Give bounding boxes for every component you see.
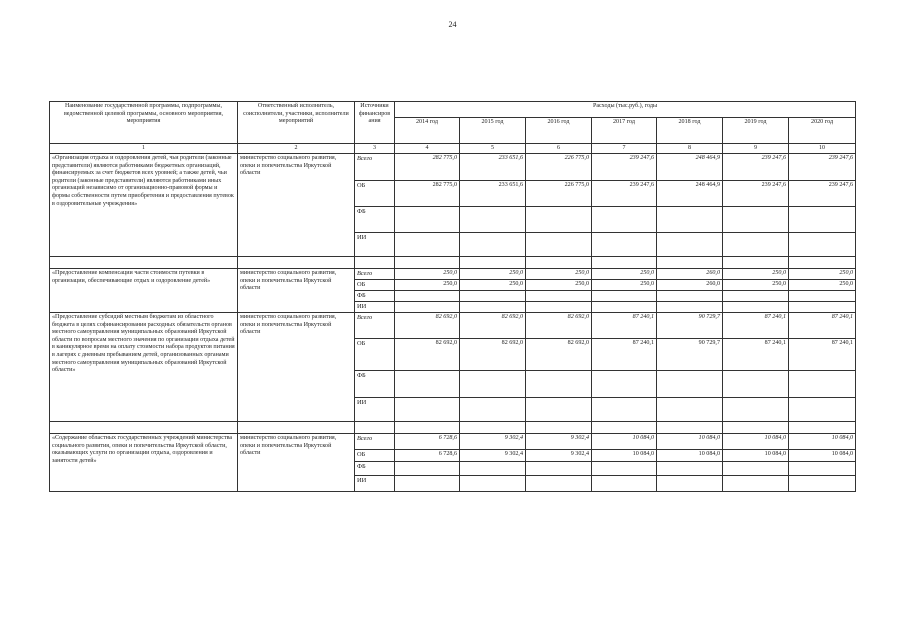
activity-executor: министерство социального развития, опеки и попечительства Иркутской области bbox=[238, 434, 355, 492]
value-cell: 87 240,1 bbox=[723, 339, 789, 371]
source-total: Всего bbox=[355, 313, 395, 339]
value-cell bbox=[460, 302, 526, 313]
value-cell bbox=[657, 462, 723, 476]
value-cell bbox=[526, 371, 592, 398]
source-fb: ФБ bbox=[355, 462, 395, 476]
value-cell: 10 084,0 bbox=[592, 434, 657, 450]
value-cell: 6 728,6 bbox=[395, 434, 460, 450]
value-cell bbox=[395, 291, 460, 302]
value-cell: 9 302,4 bbox=[460, 450, 526, 462]
value-cell: 6 728,6 bbox=[395, 450, 460, 462]
value-cell: 248 464,9 bbox=[657, 181, 723, 207]
value-cell: 87 240,1 bbox=[592, 339, 657, 371]
value-cell bbox=[526, 233, 592, 257]
value-cell: 250,0 bbox=[789, 280, 856, 291]
value-cell: 10 084,0 bbox=[789, 450, 856, 462]
value-cell: 250,0 bbox=[395, 280, 460, 291]
value-cell bbox=[723, 302, 789, 313]
activity-executor: министерство социального развития, опеки и попечительства Иркутской области bbox=[238, 154, 355, 257]
value-cell bbox=[460, 291, 526, 302]
value-cell bbox=[657, 302, 723, 313]
source-total: Всего bbox=[355, 434, 395, 450]
value-cell bbox=[460, 476, 526, 492]
value-cell: 239 247,6 bbox=[592, 154, 657, 181]
header-year: 2015 год bbox=[460, 118, 526, 144]
value-cell bbox=[592, 207, 657, 233]
activity-executor: министерство социального развития, опеки и попечительства Иркутской области bbox=[238, 313, 355, 422]
value-cell bbox=[657, 398, 723, 422]
value-cell bbox=[592, 398, 657, 422]
value-cell bbox=[723, 462, 789, 476]
value-cell: 250,0 bbox=[723, 269, 789, 280]
header-source: Источники финансиров ания bbox=[355, 102, 395, 144]
budget-table bbox=[49, 101, 856, 492]
source-ii: ИИ bbox=[355, 398, 395, 422]
page-number: 24 bbox=[448, 20, 457, 29]
header-year: 2014 год bbox=[395, 118, 460, 144]
value-cell: 260,0 bbox=[657, 269, 723, 280]
value-cell: 250,0 bbox=[526, 269, 592, 280]
value-cell bbox=[592, 302, 657, 313]
value-cell: 82 692,0 bbox=[460, 313, 526, 339]
activity-name: «Организация отдыха и оздоровления детей, чьи родители (законные представители) являются работниками бюджетных организаций, финансируемых за счет бюджетов всех уровней; а также детей, чьи родители (законные представители) являются работниками иных организаций независимо от организационно-правовой формы и формы собственности путем приобретения и предоставления путевок в оздоровительные учреждения» bbox=[50, 154, 238, 257]
value-cell: 9 302,4 bbox=[526, 434, 592, 450]
value-cell bbox=[789, 291, 856, 302]
value-cell: 239 247,6 bbox=[789, 154, 856, 181]
column-index: 9 bbox=[723, 144, 789, 154]
value-cell bbox=[460, 462, 526, 476]
value-cell bbox=[526, 476, 592, 492]
activity-name: «Предоставление компенсации части стоимости путевки в организации, обеспечивающие отдых и оздоровление детей» bbox=[50, 269, 238, 313]
value-cell: 9 302,4 bbox=[460, 434, 526, 450]
value-cell: 239 247,6 bbox=[723, 181, 789, 207]
header-year: 2016 год bbox=[526, 118, 592, 144]
column-index: 7 bbox=[592, 144, 657, 154]
value-cell bbox=[460, 233, 526, 257]
value-cell bbox=[723, 291, 789, 302]
value-cell: 10 084,0 bbox=[592, 450, 657, 462]
column-index: 10 bbox=[789, 144, 856, 154]
block-separator bbox=[50, 257, 856, 269]
value-cell bbox=[789, 462, 856, 476]
header-expenses: Расходы (тыс.руб.), годы bbox=[395, 102, 856, 118]
value-cell bbox=[789, 302, 856, 313]
value-cell: 87 240,1 bbox=[723, 313, 789, 339]
header-year: 2018 год bbox=[657, 118, 723, 144]
value-cell: 226 775,0 bbox=[526, 154, 592, 181]
value-cell: 250,0 bbox=[526, 280, 592, 291]
value-cell: 250,0 bbox=[592, 280, 657, 291]
value-cell: 250,0 bbox=[460, 269, 526, 280]
value-cell: 82 692,0 bbox=[395, 339, 460, 371]
source-ob: ОБ bbox=[355, 450, 395, 462]
value-cell bbox=[592, 371, 657, 398]
source-fb: ФБ bbox=[355, 207, 395, 233]
value-cell: 226 775,0 bbox=[526, 181, 592, 207]
value-cell bbox=[460, 207, 526, 233]
value-cell: 233 651,6 bbox=[460, 154, 526, 181]
value-cell: 87 240,1 bbox=[789, 313, 856, 339]
value-cell bbox=[526, 462, 592, 476]
value-cell: 250,0 bbox=[395, 269, 460, 280]
value-cell bbox=[526, 207, 592, 233]
header-year: 2020 год bbox=[789, 118, 856, 144]
value-cell bbox=[592, 476, 657, 492]
column-index: 6 bbox=[526, 144, 592, 154]
column-index: 5 bbox=[460, 144, 526, 154]
value-cell: 82 692,0 bbox=[395, 313, 460, 339]
value-cell bbox=[395, 233, 460, 257]
header-name: Наименование государственной программы, подпрограммы, ведомственной целевой программы, основного мероприятия, мероприятия bbox=[50, 102, 238, 144]
value-cell bbox=[395, 462, 460, 476]
value-cell: 10 084,0 bbox=[789, 434, 856, 450]
value-cell bbox=[592, 291, 657, 302]
value-cell: 87 240,1 bbox=[789, 339, 856, 371]
value-cell bbox=[395, 476, 460, 492]
value-cell: 10 084,0 bbox=[723, 450, 789, 462]
value-cell bbox=[789, 233, 856, 257]
block-separator bbox=[50, 422, 856, 434]
value-cell bbox=[460, 371, 526, 398]
value-cell bbox=[789, 207, 856, 233]
value-cell bbox=[395, 207, 460, 233]
value-cell bbox=[395, 398, 460, 422]
value-cell bbox=[789, 476, 856, 492]
value-cell: 250,0 bbox=[789, 269, 856, 280]
value-cell: 282 775,0 bbox=[395, 181, 460, 207]
value-cell: 10 084,0 bbox=[657, 450, 723, 462]
value-cell bbox=[460, 398, 526, 422]
value-cell: 233 651,6 bbox=[460, 181, 526, 207]
value-cell: 250,0 bbox=[723, 280, 789, 291]
value-cell: 248 464,9 bbox=[657, 154, 723, 181]
value-cell: 87 240,1 bbox=[592, 313, 657, 339]
value-cell: 82 692,0 bbox=[526, 313, 592, 339]
value-cell: 90 729,7 bbox=[657, 339, 723, 371]
header-executor: Ответственный исполнитель, соисполнители, участники, исполнители мероприятий bbox=[238, 102, 355, 144]
value-cell bbox=[657, 371, 723, 398]
value-cell: 9 302,4 bbox=[526, 450, 592, 462]
column-index: 2 bbox=[238, 144, 355, 154]
value-cell bbox=[723, 233, 789, 257]
value-cell: 260,0 bbox=[657, 280, 723, 291]
activity-executor: министерство социального развития, опеки и попечительства Иркутской области bbox=[238, 269, 355, 313]
value-cell bbox=[789, 371, 856, 398]
activity-name: «Содержание областных государственных учреждений министерства социального развития, опеки и попечительства Иркутской области, оказывающих услуги по организации отдыха, оздоровления и занятости детей» bbox=[50, 434, 238, 492]
source-ob: ОБ bbox=[355, 181, 395, 207]
source-total: Всего bbox=[355, 269, 395, 280]
value-cell bbox=[657, 207, 723, 233]
value-cell: 239 247,6 bbox=[789, 181, 856, 207]
value-cell: 82 692,0 bbox=[526, 339, 592, 371]
source-ii: ИИ bbox=[355, 476, 395, 492]
header-year: 2019 год bbox=[723, 118, 789, 144]
value-cell bbox=[395, 371, 460, 398]
source-ii: ИИ bbox=[355, 302, 395, 313]
value-cell: 82 692,0 bbox=[460, 339, 526, 371]
source-ii: ИИ bbox=[355, 233, 395, 257]
value-cell bbox=[526, 291, 592, 302]
value-cell: 10 084,0 bbox=[723, 434, 789, 450]
source-total: Всего bbox=[355, 154, 395, 181]
value-cell bbox=[657, 476, 723, 492]
source-ob: ОБ bbox=[355, 339, 395, 371]
value-cell bbox=[789, 398, 856, 422]
value-cell bbox=[723, 398, 789, 422]
source-fb: ФБ bbox=[355, 291, 395, 302]
value-cell bbox=[723, 476, 789, 492]
value-cell: 10 084,0 bbox=[657, 434, 723, 450]
column-index: 3 bbox=[355, 144, 395, 154]
column-index: 8 bbox=[657, 144, 723, 154]
value-cell bbox=[526, 302, 592, 313]
value-cell: 250,0 bbox=[592, 269, 657, 280]
source-ob: ОБ bbox=[355, 280, 395, 291]
column-index: 4 bbox=[395, 144, 460, 154]
value-cell bbox=[657, 233, 723, 257]
value-cell: 239 247,6 bbox=[592, 181, 657, 207]
value-cell bbox=[592, 462, 657, 476]
value-cell bbox=[657, 291, 723, 302]
value-cell bbox=[526, 398, 592, 422]
activity-name: «Предоставление субсидий местным бюджетам из областного бюджета в целях софинансирования расходных обязательств органов местного самоуправления муниципальных образований Иркутской области по вопросам местного значения по организации отдыха детей в каникулярное время на оплату стоимости набора продуктов питания в лагерях с дневным пребыванием детей, организованных органами местного самоуправления муниципальных образований Иркутской области» bbox=[50, 313, 238, 422]
source-fb: ФБ bbox=[355, 371, 395, 398]
value-cell: 282 775,0 bbox=[395, 154, 460, 181]
value-cell bbox=[723, 371, 789, 398]
value-cell bbox=[395, 302, 460, 313]
value-cell bbox=[723, 207, 789, 233]
value-cell: 90 729,7 bbox=[657, 313, 723, 339]
value-cell: 250,0 bbox=[460, 280, 526, 291]
column-index: 1 bbox=[50, 144, 238, 154]
header-year: 2017 год bbox=[592, 118, 657, 144]
value-cell bbox=[592, 233, 657, 257]
value-cell: 239 247,6 bbox=[723, 154, 789, 181]
